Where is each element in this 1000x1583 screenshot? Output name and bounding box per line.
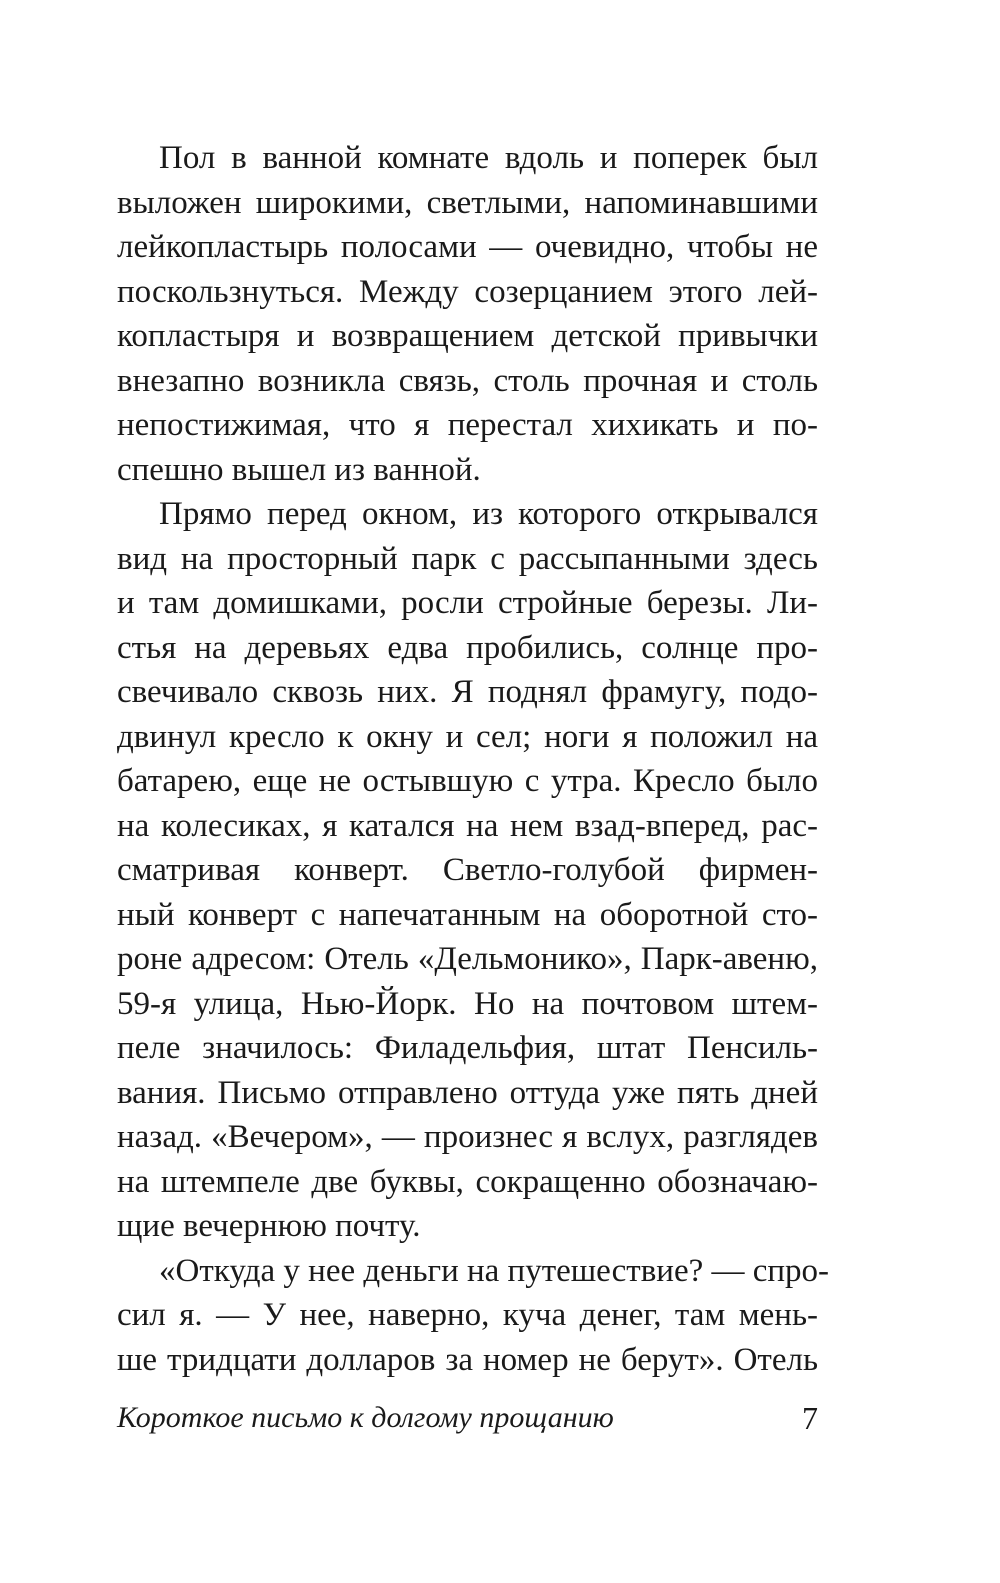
text-line: на колесиках, я катался на нем взад-вперед, рас-	[117, 807, 818, 844]
text-line: спешно вышел из ванной.	[117, 451, 481, 488]
text-line: щие вечернюю почту.	[117, 1208, 421, 1244]
text-line: батарею, еще не остывшую с утра. Кресло было	[117, 763, 818, 799]
running-title: Короткое письмо к долгому прощанию	[117, 1401, 614, 1434]
text-line: свечивало сквозь них. Я поднял фрамугу, подо-	[117, 674, 818, 710]
page-body	[117, 136, 830, 1382]
text-line: сматривая конверт. Светло-голубой фирмен-	[117, 852, 818, 888]
text-line: внезапно возникла связь, столь прочная и столь	[117, 362, 818, 399]
text-line: Прямо перед окном, из которого открывался	[159, 496, 818, 532]
text-line: непостижимая, что я перестал хихикать и по-	[117, 407, 818, 443]
text-line: вания. Письмо отправлено оттуда уже пять дней	[117, 1074, 818, 1111]
text-line: на штемпеле две буквы, сокращенно обозначаю-	[117, 1163, 818, 1200]
text-line: стья на деревьях едва пробились, солнце про-	[117, 629, 818, 666]
page-footer	[117, 1396, 818, 1440]
text-line: ше тридцати долларов за номер не берут». Отель	[117, 1341, 818, 1378]
text-line: сил я. — У нее, наверно, куча денег, там мень-	[117, 1297, 818, 1333]
text-line: выложен широкими, светлыми, напоминавшими	[117, 184, 818, 221]
text-line: назад. «Вечером», — произнес я вслух, разглядев	[117, 1119, 818, 1155]
text-line: роне адресом: Отель «Дельмонико», Парк-авеню,	[117, 941, 818, 977]
text-line: вид на просторный парк с рассыпанными здесь	[117, 540, 818, 577]
page-number: 7	[802, 1400, 818, 1436]
text-line: лейкопластырь полосами — очевидно, чтобы не	[117, 229, 818, 265]
text-line: ный конверт с напечатанным на оборотной сто-	[117, 896, 818, 933]
text-line: 59-я улица, Нью-Йорк. Но на почтовом штем-	[117, 985, 818, 1022]
text-line: поскользнуться. Между созерцанием этого лей-	[117, 273, 818, 310]
text-line: копластыря и возвращением детской привычки	[117, 318, 818, 354]
text-line: пеле значилось: Филадельфия, штат Пенсиль-	[117, 1030, 818, 1066]
text-line: двинул кресло к окну и сел; ноги я положил на	[117, 718, 818, 755]
text-line: «Откуда у нее деньги на путешествие? — спро-	[159, 1252, 830, 1289]
text-line: Пол в ванной комнате вдоль и поперек был	[159, 140, 818, 176]
text-line: и там домишками, росли стройные березы. Ли-	[117, 585, 818, 621]
